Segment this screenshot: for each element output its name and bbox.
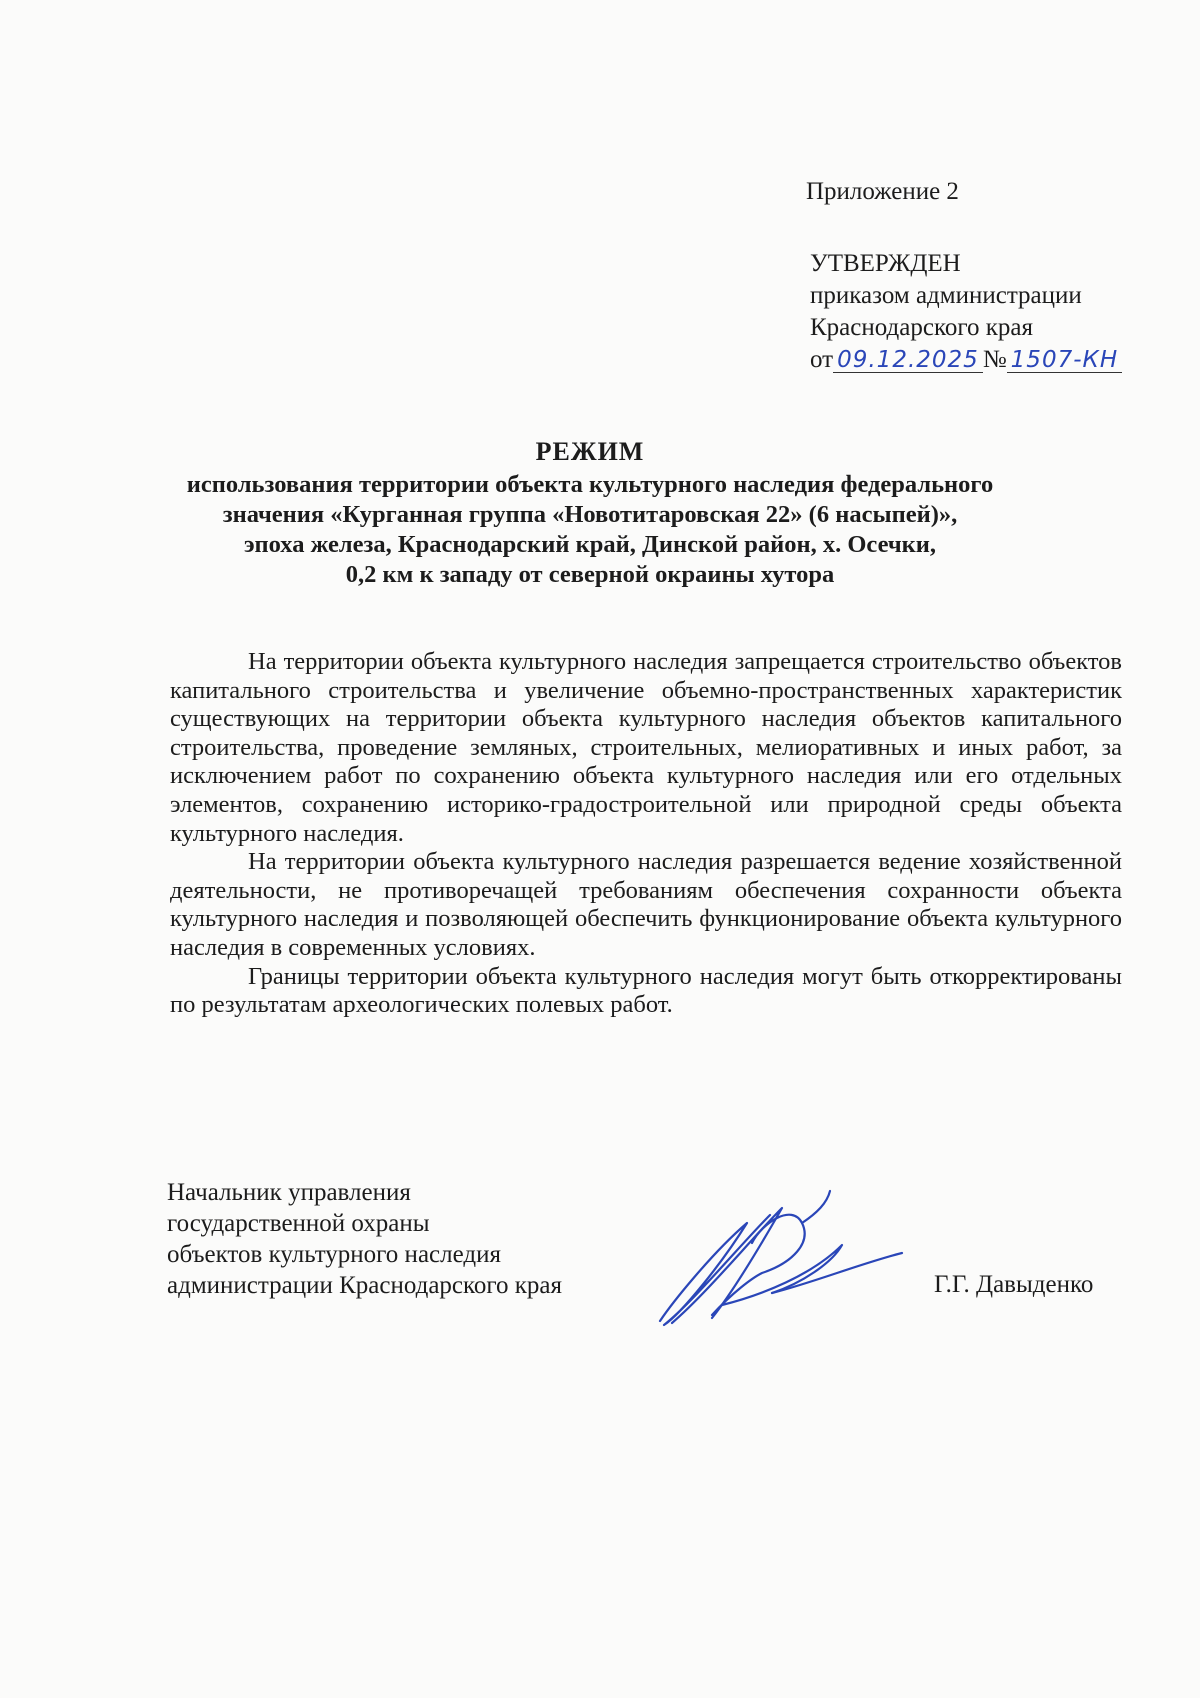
approval-line2: Краснодарского края xyxy=(810,314,1033,341)
approval-title: УТВЕРЖДЕН xyxy=(810,250,961,277)
paragraph-boundaries: Границы территории объекта культурного наследия могут быть откорректированы по результатам археологических полевых работ. xyxy=(170,962,1122,1019)
approval-date-line xyxy=(810,344,1122,376)
document-body xyxy=(170,648,1122,1020)
position-line3: объектов культурного наследия xyxy=(167,1241,501,1268)
date-prefix: от xyxy=(810,346,834,373)
signature-icon xyxy=(652,1183,912,1331)
document-heading xyxy=(140,434,1040,590)
approval-line1: приказом администрации xyxy=(810,282,1082,309)
signatory-name: Г.Г. Давыденко xyxy=(934,1271,1094,1298)
paragraph-prohibitions: На территории объекта культурного наследия запрещается строительство объектов капитального строительства и увеличение объемно-пространственных характеристик существующих на территории объекта культурного наследия объектов капитального строительства, проведение земляных, строительных, мелиоративных и иных работ, за исключением работ по сохранению объекта культурного наследия или его отдельных элементов, сохранению историко-градостроительной или природной среды объекта культурного наследия. xyxy=(170,648,1122,847)
position-line2: государственной охраны xyxy=(167,1210,430,1237)
annex-label: Приложение 2 xyxy=(806,178,959,205)
heading-main: РЕЖИМ xyxy=(535,437,645,466)
approval-block xyxy=(810,248,1122,376)
signatory-position xyxy=(167,1177,562,1301)
position-line1: Начальник управления xyxy=(167,1179,411,1206)
number-prefix: № xyxy=(982,346,1007,373)
paragraph-permissions: На территории объекта культурного наследия разрешается ведение хозяйственной деятельности, не противоречащей требованиям обеспечения сохранности объекта культурного наследия и позволяющей обеспечить функционирование объекта культурного наследия в современных условиях. xyxy=(170,848,1122,961)
heading-line1: использования территории объекта культурного наследия федерального xyxy=(186,471,994,498)
heading-line3: эпоха железа, Краснодарский край, Динской район, х. Осечки, xyxy=(243,531,937,558)
approval-date-handwritten: 09.12.2025 xyxy=(837,347,979,373)
heading-line4: 0,2 км к западу от северной окраины хутора xyxy=(345,561,835,588)
position-line4: администрации Краснодарского края xyxy=(167,1272,563,1299)
approval-number-handwritten: 1507-КН xyxy=(1010,347,1119,373)
heading-line2: значения «Курганная группа «Новотитаровская 22» (6 насыпей)», xyxy=(222,501,958,528)
